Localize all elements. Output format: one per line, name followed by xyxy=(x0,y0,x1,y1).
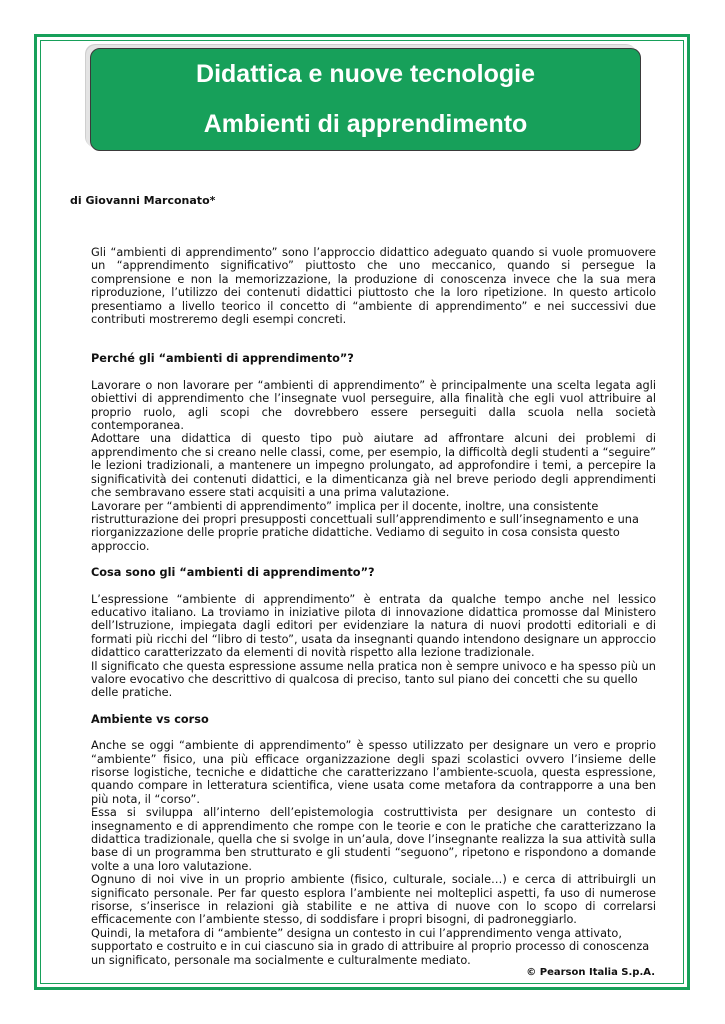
paragraph: Adottare una didattica di questo tipo può aiutare ad affrontare alcuni dei problemi di apprendimento che si creano nelle classi, come, per esempio, la difficoltà degli studenti a “seguire” le lezioni tradizionali, a mantenere un impegno prolungato, ad approfondire i temi, a percepire la significatività dei contenuti didattici, e la dimenticanza già nel breve periodo degli apprendimenti che sembravano essere stati acquisiti a una prima valutazione. xyxy=(91,432,656,500)
section-heading: Perché gli “ambienti di apprendimento”? xyxy=(91,352,354,366)
page-subtitle: Ambienti di apprendimento xyxy=(203,110,528,138)
author-byline: di Giovanni Marconato* xyxy=(70,194,216,207)
paragraph: Anche se oggi “ambiente di apprendimento” è spesso utilizzato per designare un vero e proprio “ambiente” fisico, una più efficace organizzazione degli spazi scolastici ovvero l’insieme delle risorse logistiche, tecniche e didattiche che caratterizzano l’ambiente-scuola, questa espressione, quando compare in letteratura scientifica, viene usata come metafora da contrapporre a una ben più nota, il “corso”. xyxy=(91,739,656,806)
section-heading: Cosa sono gli “ambienti di apprendimento”? xyxy=(91,566,375,580)
paragraph: Quindi, la metafora di “ambiente” designa un contesto in cui l’apprendimento venga attivato, supportato e costruito e in cui ciascuno sia in grado di attribuire al proprio processo di conoscenza un significato, personale ma socialmente e culturalmente mediato. xyxy=(91,926,650,967)
paragraph: Lavorare per “ambienti di apprendimento” implica per il docente, inoltre, una consistente ristrutturazione dei propri presupposti concettuali sull’apprendimento e sull’insegnamento e una riorganizzazione delle proprie pratiche didattiche. Vediamo di seguito in cosa consista questo approccio. xyxy=(91,499,639,553)
page-title: Didattica e nuove tecnologie xyxy=(196,60,535,88)
section-heading: Ambiente vs corso xyxy=(91,712,209,726)
paragraph: Essa si sviluppa all’interno dell’epistemologia costruttivista per designare un contesto di insegnamento e di apprendimento che rompe con le teorie e con le pratiche che caratterizzano la didattica tradizionale, quella che si svolge in un’aula, dove l’insegnante realizza la sua attività sulla base di un programma ben strutturato e gli studenti “seguono”, ripetono e rispondono a domande volte a una loro valutazione. xyxy=(91,806,656,873)
intro-paragraph: Gli “ambienti di apprendimento” sono l’approccio didattico adeguato quando si vuole promuovere un “apprendimento significativo” piuttosto che uno meccanico, quando si persegue la comprensione e non la memorizzazione, la produzione di conoscenza invece che la sua mera riproduzione, l’utilizzo dei contenuti didattici piuttosto che la loro ripetizione. In questo articolo presentiamo a livello teorico il concetto di “ambiente di apprendimento” e nei successivi due contributi mostreremo degli esempi concreti. xyxy=(91,246,656,327)
copyright-footer: © Pearson Italia S.p.A. xyxy=(526,967,655,978)
article-body xyxy=(91,246,656,967)
paragraph: Lavorare o non lavorare per “ambienti di apprendimento” è principalmente una scelta legata agli obiettivi di apprendimento che l’insegnate vuol perseguire, alla finalità che egli vuol attribuire al proprio ruolo, agli scopi che dovrebbero essere perseguiti dalla scuola nella società contemporanea. xyxy=(91,378,656,433)
paragraph: Ognuno di noi vive in un proprio ambiente (fisico, culturale, sociale…) e cerca di attribuirgli un significato personale. Per far questo esplora l’ambiente nei molteplici aspetti, fa uso di numerose risorse, s’inserisce in relazioni già stabilite e ne attiva di nuove con lo scopo di correlarsi efficacemente con l’ambiente stesso, di soddisfare i propri bisogni, di padroneggiarlo. xyxy=(91,873,656,927)
paragraph: Il significato che questa espressione assume nella pratica non è sempre univoco e ha spesso più un valore evocativo che descrittivo di qualcosa di preciso, tanto sul piano dei concetti che su quello delle pratiche. xyxy=(91,659,656,700)
paragraph: L’espressione “ambiente di apprendimento” è entrata da qualche tempo anche nel lessico educativo italiano. La troviamo in iniziative pilota di innovazione didattica promosse dal Ministero dell’Istruzione, impiegata dagli editori per evidenziare la natura di nuovi prodotti editoriali e di formati più ricchi del “libro di testo”, usata da insegnanti quando intendono designare un approccio didattico caratterizzato da elementi di novità rispetto alla lezione tradizionale. xyxy=(91,592,656,660)
title-banner xyxy=(90,48,641,151)
